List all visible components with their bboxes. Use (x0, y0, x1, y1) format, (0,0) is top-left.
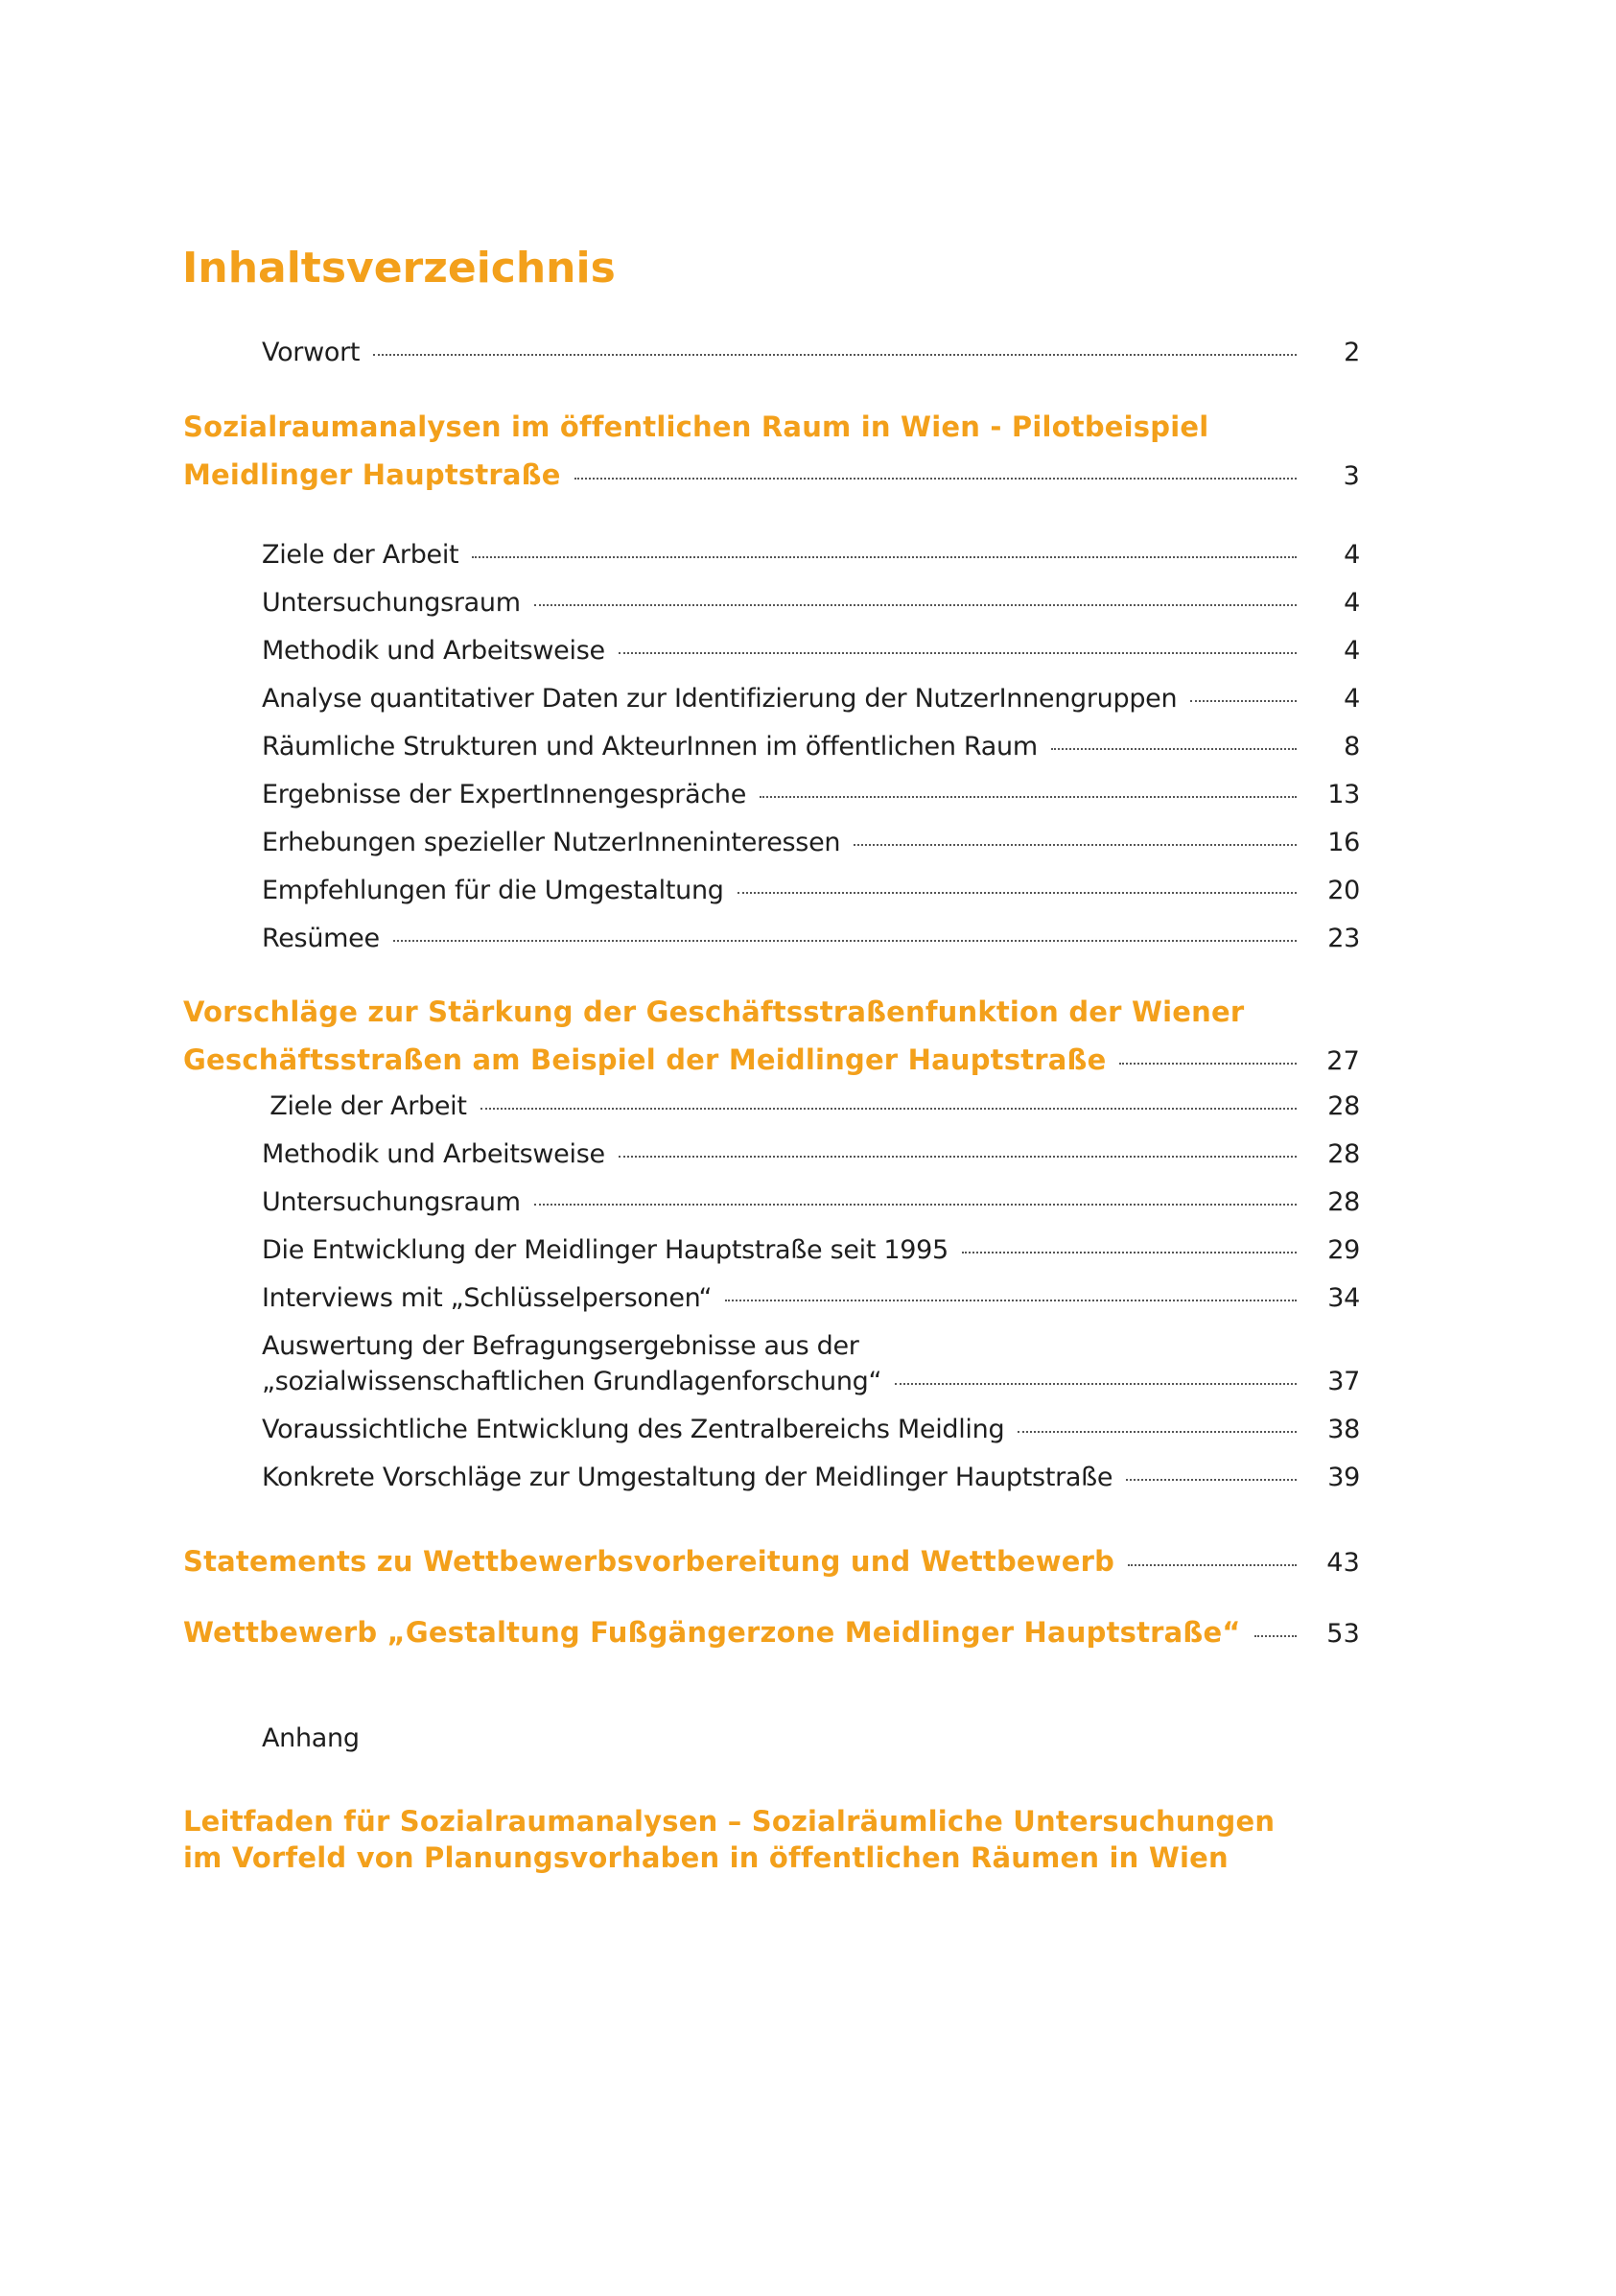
toc-entry-label: Resümee (262, 924, 380, 953)
toc-page-number: 4 (1344, 540, 1360, 570)
toc-entry[interactable] (262, 588, 1360, 618)
toc-entry[interactable] (262, 876, 1360, 905)
toc-entry[interactable] (262, 1091, 1360, 1121)
dot-leader (534, 604, 1297, 606)
toc-page-number: 16 (1327, 828, 1360, 857)
toc-entry-label: Ziele der Arbeit (262, 1091, 467, 1121)
section-heading-sozialraumanalysen[interactable]: Sozialraumanalysen im öffentlichen Raum in Wien - Pilotbeispiel (183, 410, 1209, 443)
dot-leader (393, 940, 1297, 942)
toc-entry[interactable] (262, 1415, 1360, 1444)
dot-leader (760, 796, 1297, 798)
dot-leader (1128, 1564, 1297, 1566)
toc-entry-label: Voraussichtliche Entwicklung des Zentralbereichs Meidling (262, 1415, 1005, 1444)
leitfaden-line-2[interactable]: im Vorfeld von Planungsvorhaben in öffentlichen Räumen in Wien (183, 1841, 1229, 1874)
toc-page-number: 28 (1327, 1139, 1360, 1169)
toc-page-number: 38 (1327, 1415, 1360, 1444)
anhang-heading[interactable]: Anhang (262, 1723, 360, 1753)
dot-leader (738, 892, 1297, 894)
toc-entry-label: Räumliche Strukturen und AkteurInnen im öffentlichen Raum (262, 732, 1038, 761)
toc-entry-label: Methodik und Arbeitsweise (262, 1139, 605, 1169)
toc-page-number: 37 (1327, 1367, 1360, 1396)
toc-page-number: 4 (1344, 684, 1360, 714)
toc-entry-label: Konkrete Vorschläge zur Umgestaltung der Meidlinger Hauptstraße (262, 1463, 1113, 1492)
dot-leader (373, 354, 1297, 356)
toc-entry[interactable] (262, 1367, 1360, 1396)
toc-entry-label: Geschäftsstraßen am Beispiel der Meidlinger Hauptstraße (183, 1043, 1107, 1076)
toc-entry-section-4[interactable] (183, 1616, 1360, 1649)
toc-page-number: 13 (1327, 780, 1360, 809)
toc-entry[interactable] (262, 1187, 1360, 1217)
toc-page-number: 43 (1326, 1548, 1360, 1578)
section-heading-vorschlaege[interactable]: Vorschläge zur Stärkung der Geschäftsstraßenfunktion der Wiener (183, 996, 1245, 1028)
toc-entry-vorwort[interactable] (262, 338, 1360, 367)
leitfaden-line-1[interactable]: Leitfaden für Sozialraumanalysen – Sozialräumliche Untersuchungen (183, 1805, 1276, 1838)
toc-entry[interactable] (262, 1235, 1360, 1265)
dot-leader (895, 1383, 1297, 1385)
toc-entry-section-3[interactable] (183, 1545, 1360, 1578)
toc-page-number: 2 (1344, 338, 1360, 367)
toc-entry-label: Statements zu Wettbewerbsvorbereitung und Wettbewerb (183, 1545, 1115, 1578)
toc-entry-label: Interviews mit „Schlüsselpersonen“ (262, 1283, 713, 1313)
dot-leader (1254, 1635, 1297, 1637)
dot-leader (619, 1156, 1297, 1158)
dot-leader (574, 478, 1297, 480)
toc-entry-label: Methodik und Arbeitsweise (262, 636, 605, 666)
dot-leader (1126, 1479, 1297, 1481)
toc-entry-label: Erhebungen spezieller NutzerInneninteressen (262, 828, 841, 857)
toc-page-number: 23 (1327, 924, 1360, 953)
toc-entry[interactable] (262, 780, 1360, 809)
toc-entry[interactable] (262, 1463, 1360, 1492)
toc-entry-label: „sozialwissenschaftlichen Grundlagenforschung“ (262, 1367, 882, 1396)
toc-entry-section-2[interactable] (183, 1043, 1360, 1076)
dot-leader (725, 1300, 1297, 1301)
toc-page-number: 27 (1326, 1046, 1360, 1076)
dot-leader (534, 1204, 1297, 1206)
toc-entry[interactable] (262, 828, 1360, 857)
toc-page-number: 28 (1327, 1091, 1360, 1121)
toc-page-number: 39 (1327, 1463, 1360, 1492)
toc-page-number: 8 (1344, 732, 1360, 761)
toc-entry[interactable] (262, 924, 1360, 953)
toc-entry-label: Untersuchungsraum (262, 588, 521, 618)
toc-entry-label: Meidlinger Hauptstraße (183, 458, 561, 491)
toc-entry-label: Untersuchungsraum (262, 1187, 521, 1217)
toc-entry[interactable] (262, 732, 1360, 761)
dot-leader (619, 652, 1297, 654)
dot-leader (480, 1108, 1297, 1110)
toc-entry[interactable] (262, 636, 1360, 666)
toc-entry-label-line1[interactable]: Auswertung der Befragungsergebnisse aus der (262, 1331, 859, 1361)
toc-entry-section-1[interactable] (183, 458, 1360, 491)
toc-entry-label: Vorwort (262, 338, 361, 367)
toc-entry-label: Ergebnisse der ExpertInnengespräche (262, 780, 747, 809)
page-title: Inhaltsverzeichnis (182, 244, 616, 293)
toc-page-number: 28 (1327, 1187, 1360, 1217)
toc-page-number: 29 (1327, 1235, 1360, 1265)
toc-entry-label: Empfehlungen für die Umgestaltung (262, 876, 724, 905)
dot-leader (962, 1252, 1297, 1253)
dot-leader (1018, 1431, 1297, 1433)
dot-leader (854, 844, 1297, 846)
toc-entry[interactable] (262, 684, 1360, 714)
toc-entry-label: Ziele der Arbeit (262, 540, 459, 570)
toc-page-number: 4 (1344, 588, 1360, 618)
toc-entry-label: Die Entwicklung der Meidlinger Hauptstraße seit 1995 (262, 1235, 949, 1265)
toc-entry[interactable] (262, 540, 1360, 570)
toc-page-number: 20 (1327, 876, 1360, 905)
dot-leader (1119, 1063, 1297, 1065)
toc-entry[interactable] (262, 1139, 1360, 1169)
toc-page-number: 4 (1344, 636, 1360, 666)
toc-entry-label: Wettbewerb „Gestaltung Fußgängerzone Meidlinger Hauptstraße“ (183, 1616, 1241, 1649)
dot-leader (1051, 748, 1297, 750)
toc-page-number: 34 (1327, 1283, 1360, 1313)
toc-entry-label: Analyse quantitativer Daten zur Identifizierung der NutzerInnengruppen (262, 684, 1178, 714)
toc-page-number: 53 (1326, 1619, 1360, 1649)
toc-entry[interactable] (262, 1283, 1360, 1313)
toc-page-number: 3 (1343, 461, 1360, 491)
dot-leader (472, 556, 1297, 558)
dot-leader (1190, 700, 1297, 702)
